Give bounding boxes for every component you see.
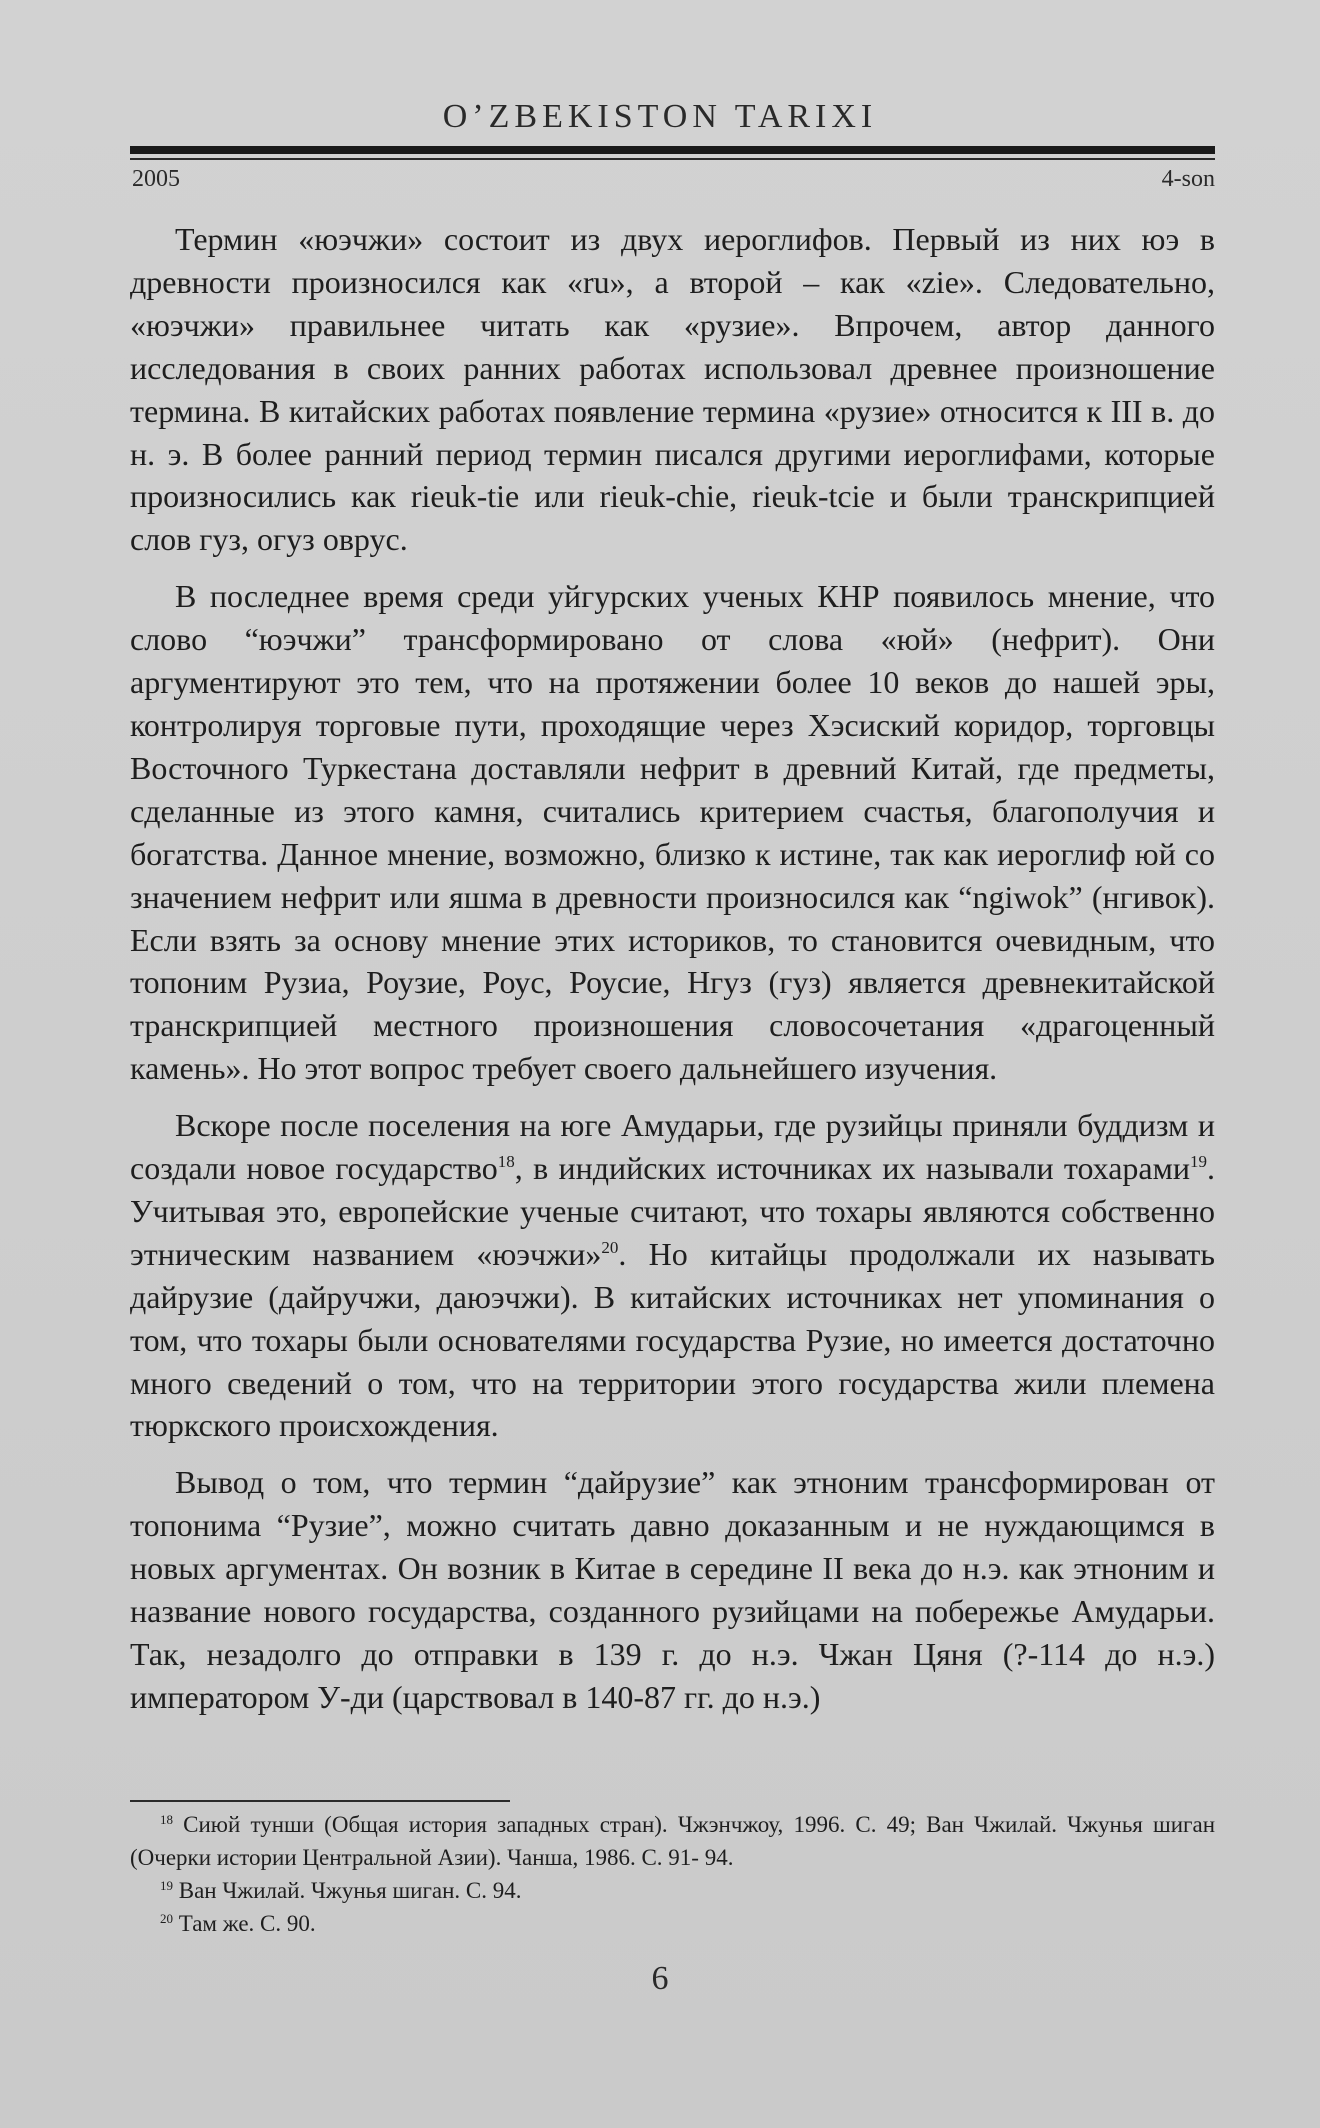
footnote-separator (130, 1800, 510, 1802)
paragraph-3 (130, 1104, 1215, 1447)
issue-number: 4-son (1161, 166, 1215, 192)
footnotes (130, 1808, 1215, 1940)
paragraph-3-text-b: , в индийских источниках их называли тохарами (514, 1150, 1191, 1187)
paragraph-3-text-d: . Но китайцы продолжали их называть дайрузие (дайручжи, даюэчжи). В китайских источниках нет упоминания о том, что тохары были основателями государства Рузие, но имеется достаточно много сведений о том, что на территории этого государства жили племена тюркского происхождения. (130, 1235, 1216, 1444)
paragraph-2: В последнее время среди уйгурских ученых КНР появилось мнение, что слово “юэчжи” трансформировано от слова «юй» (нефрит). Они аргументируют это тем, что на протяжении более 10 веков до нашей эры, контролируя торговые пути, проходящие через Хэсиский коридор, торговцы Восточного Туркестана доставляли нефрит в древний Китай, где предметы, сделанные из этого камня, считались критерием счастья, благополучия и богатства. Данное мнение, возможно, близко к истине, так как иероглиф юй со значением нефрит или яшма в древности произносился как “ngiwok” (нгивок). Если взять за основу мнение этих историков, то становится очевидным, что топоним Рузиа, Роузие, Роус, Роусие, Нгуз (гуз) является древнекитайской транскрипцией местного произношения словосочетания «драгоценный камень». Но этот вопрос требует своего дальнейшего изучения. (130, 578, 1215, 1087)
footnote-text: Сиюй тунши (Общая история западных стран). Чжэнчжоу, 1996. С. 49; Ван Чжилай. Чжунья шиган (Очерки истории Центральной Азии). Чанша, 1986. С. 91- 94. (130, 1812, 1216, 1870)
header-rule-thick (130, 146, 1215, 154)
footnote-text: Там же. С. 90. (178, 1911, 316, 1936)
footnote-ref-20: 20 (601, 1237, 619, 1257)
footnote-ref-18: 18 (497, 1152, 515, 1172)
footnote-text: Ван Чжилай. Чжунья шиган. С. 94. (178, 1878, 522, 1903)
header-rule-thin (130, 158, 1215, 160)
footnote-ref-19: 19 (1190, 1152, 1208, 1172)
footnote-18 (130, 1808, 1215, 1874)
page-number: 6 (651, 1960, 669, 1997)
footnote-20 (130, 1907, 1215, 1940)
journal-title: O’ZBEKISTON TARIXI (442, 98, 878, 135)
paragraph-3-text-a: Вскоре после поселения на юге Амударьи, где рузийцы приняли буддизм и создали новое государство (130, 1107, 1215, 1187)
footnote-number: 19 (160, 1878, 173, 1893)
paragraph-4: Вывод о том, что термин “дайрузие” как этноним трансформирован от топонима “Рузие”, можно считать давно доказанным и не нуждающимся в новых аргументах. Он возник в Китае в середине II века до н.э. как этноним и название нового государства, созданного рузийцами на побережье Амударьи. Так, незадолго до отправки в 139 г. до н.э. Чжан Цяня (?-114 до н.э.) императором У-ди (царствовал в 140-87 гг. до н.э.) (130, 1464, 1215, 1715)
issue-year: 2005 (132, 166, 180, 192)
footnote-number: 20 (160, 1911, 173, 1926)
footnote-19 (130, 1874, 1215, 1907)
footnote-number: 18 (160, 1812, 173, 1827)
article-body (130, 218, 1215, 1733)
paragraph-3-text-c: . Учитывая это, европейские ученые считают, что тохары являются собственно этническим названием «юэчжи» (130, 1150, 1216, 1272)
paragraph-1: Термин «юэчжи» состоит из двух иероглифов. Первый из них юэ в древности произносился как «ru», а второй – как «zie». Следовательно, «юэчжи» правильнее читать как «рузие». Впрочем, автор данного исследования в своих ранних работах использовал древнее произношение термина. В китайских работах появление термина «рузие» относится к III в. до н. э. В более ранний период термин писался другими иероглифами, которые произносились как rieuk-tie или rieuk-chie, rieuk-tcie и были транскрипцией слов гуз, огуз оврус. (130, 221, 1215, 558)
